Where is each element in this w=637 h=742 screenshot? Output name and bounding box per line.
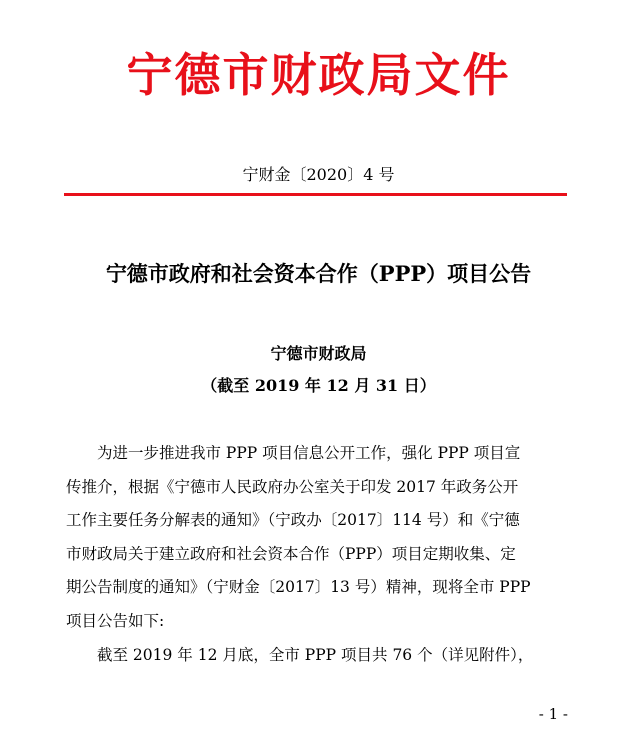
document-masthead: 宁德市财政局文件 <box>126 48 511 102</box>
paragraph-1-line-5: 期公告制度的通知》（宁财金〔2017〕13 号）精神，现将全市 PPP <box>66 578 531 597</box>
paragraph-1-line-3: 工作主要任务分解表的通知》（宁政办〔2017〕114 号）和《宁德 <box>66 511 520 530</box>
paragraph-1-line-2: 传推介，根据《宁德市人民政府办公室关于印发 2017 年政务公开 <box>66 477 519 496</box>
paragraph-2 <box>66 639 576 673</box>
document-number: 宁财金〔2020〕4 号 <box>242 165 395 184</box>
paragraph-2-line-1: 截至 2019 年 12 月底，全市 PPP 项目共 76 个（详见附件）， <box>97 645 534 664</box>
paragraph-1 <box>66 437 576 639</box>
paragraph-1-line-4: 市财政局关于建立政府和社会资本合作（PPP）项目定期收集、定 <box>66 544 516 563</box>
paragraph-1-line-1: 为进一步推进我市 PPP 项目信息公开工作，强化 PPP 项目宣 <box>97 444 521 462</box>
issuer-name: 宁德市财政局 <box>270 344 367 363</box>
page-number: - 1 - <box>538 705 568 723</box>
document-body <box>66 437 576 672</box>
paragraph-1-line-6: 项目公告如下: <box>66 611 165 630</box>
document-title: 宁德市政府和社会资本合作（PPP）项目公告 <box>105 261 532 286</box>
red-divider-rule <box>64 193 567 196</box>
date-line: （截至 2019 年 12 月 31 日） <box>201 376 436 395</box>
